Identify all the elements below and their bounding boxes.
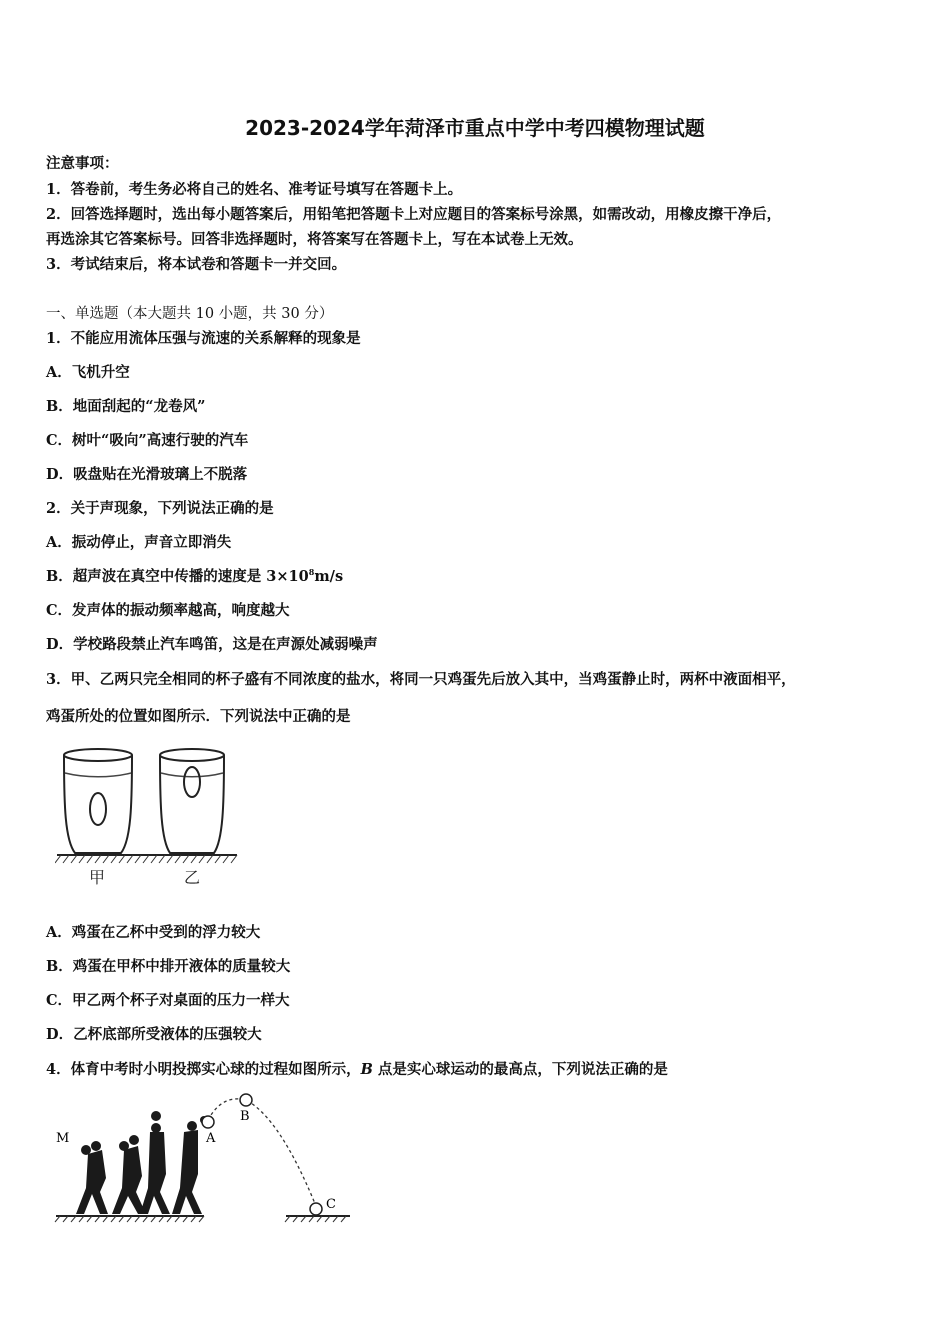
q3-option-a: A．鸡蛋在乙杯中受到的浮力较大 xyxy=(46,924,261,941)
q4-stem xyxy=(46,1058,668,1079)
q1-option-c: C．树叶“吸向”高速行驶的汽车 xyxy=(46,432,249,449)
q1-option-d: D．吸盘贴在光滑玻璃上不脱落 xyxy=(46,466,248,483)
q4-stem-text: 4．体育中考时小明投掷实心球的过程如图所示， xyxy=(46,1061,361,1078)
exam-title: 2023-2024学年菏泽市重点中学中考四模物理试题 xyxy=(245,116,705,140)
ball-c xyxy=(310,1203,322,1215)
q4-shotput-figure xyxy=(50,1088,360,1228)
notes-item-2: 2．回答选择题时，选出每小题答案后，用铅笔把答题卡上对应题目的答案标号涂黑，如需改动，用橡皮擦干净后， xyxy=(46,206,782,223)
q2-option-b-unit: m/s xyxy=(314,568,344,585)
section-heading: 一、单选题（本大题共 10 小题，共 30 分） xyxy=(46,306,334,322)
q2-option-b-exponent: 8 xyxy=(308,567,315,578)
label-b: B xyxy=(240,1109,250,1124)
notes-item-1: 1．答卷前，考生务必将自己的姓名、准考证号填写在答题卡上。 xyxy=(46,181,463,198)
ball-b xyxy=(240,1094,252,1106)
label-m: M xyxy=(56,1131,70,1146)
q4-stem-point: B xyxy=(360,1061,373,1078)
q1-stem: 1．不能应用流体压强与流速的关系解释的现象是 xyxy=(46,330,361,347)
q3-stem-line2: 鸡蛋所处的位置如图所示．下列说法中正确的是 xyxy=(46,708,351,725)
trajectory-path xyxy=(208,1099,316,1206)
label-jia: 甲 xyxy=(89,868,106,887)
q3-option-c: C．甲乙两个杯子对桌面的压力一样大 xyxy=(46,992,290,1009)
cup-jia xyxy=(64,749,132,853)
q3-option-b: B．鸡蛋在甲杯中排开液体的质量较大 xyxy=(46,958,291,975)
q1-option-a: A．飞机升空 xyxy=(46,364,130,381)
egg-jia xyxy=(90,793,106,825)
athlete-figures xyxy=(76,1111,208,1214)
q1-option-b: B．地面刮起的“龙卷风” xyxy=(46,398,206,415)
label-a: A xyxy=(206,1131,216,1146)
notes-item-2-cont: 再选涂其它答案标号。回答非选择题时，将答案写在答题卡上，写在本试卷上无效。 xyxy=(46,231,583,248)
q2-option-a: A．振动停止，声音立即消失 xyxy=(46,534,232,551)
label-c: C xyxy=(326,1197,336,1212)
q2-option-d: D．学校路段禁止汽车鸣笛，这是在声源处减弱噪声 xyxy=(46,636,378,653)
q2-stem: 2．关于声现象，下列说法正确的是 xyxy=(46,500,274,517)
notes-heading: 注意事项： xyxy=(46,155,119,172)
q2-option-b-text: B．超声波在真空中传播的速度是 3×10 xyxy=(46,568,309,585)
q4-stem-rest: 点是实心球运动的最高点，下列说法正确的是 xyxy=(372,1061,668,1078)
notes-item-3: 3．考试结束后，将本试卷和答题卡一并交回。 xyxy=(46,256,347,273)
egg-yi xyxy=(184,767,200,797)
q2-option-c: C．发声体的振动频率越高，响度越大 xyxy=(46,602,290,619)
q3-option-d: D．乙杯底部所受液体的压强较大 xyxy=(46,1026,262,1043)
q3-stem-line1: 3．甲、乙两只完全相同的杯子盛有不同浓度的盐水，将同一只鸡蛋先后放入其中，当鸡蛋静止时，两杯中液面相平， xyxy=(46,671,796,688)
ball-a xyxy=(202,1116,214,1128)
q2-option-b xyxy=(46,565,343,586)
cup-yi xyxy=(160,749,224,853)
q3-cups-figure xyxy=(55,745,245,890)
label-yi: 乙 xyxy=(184,868,201,887)
